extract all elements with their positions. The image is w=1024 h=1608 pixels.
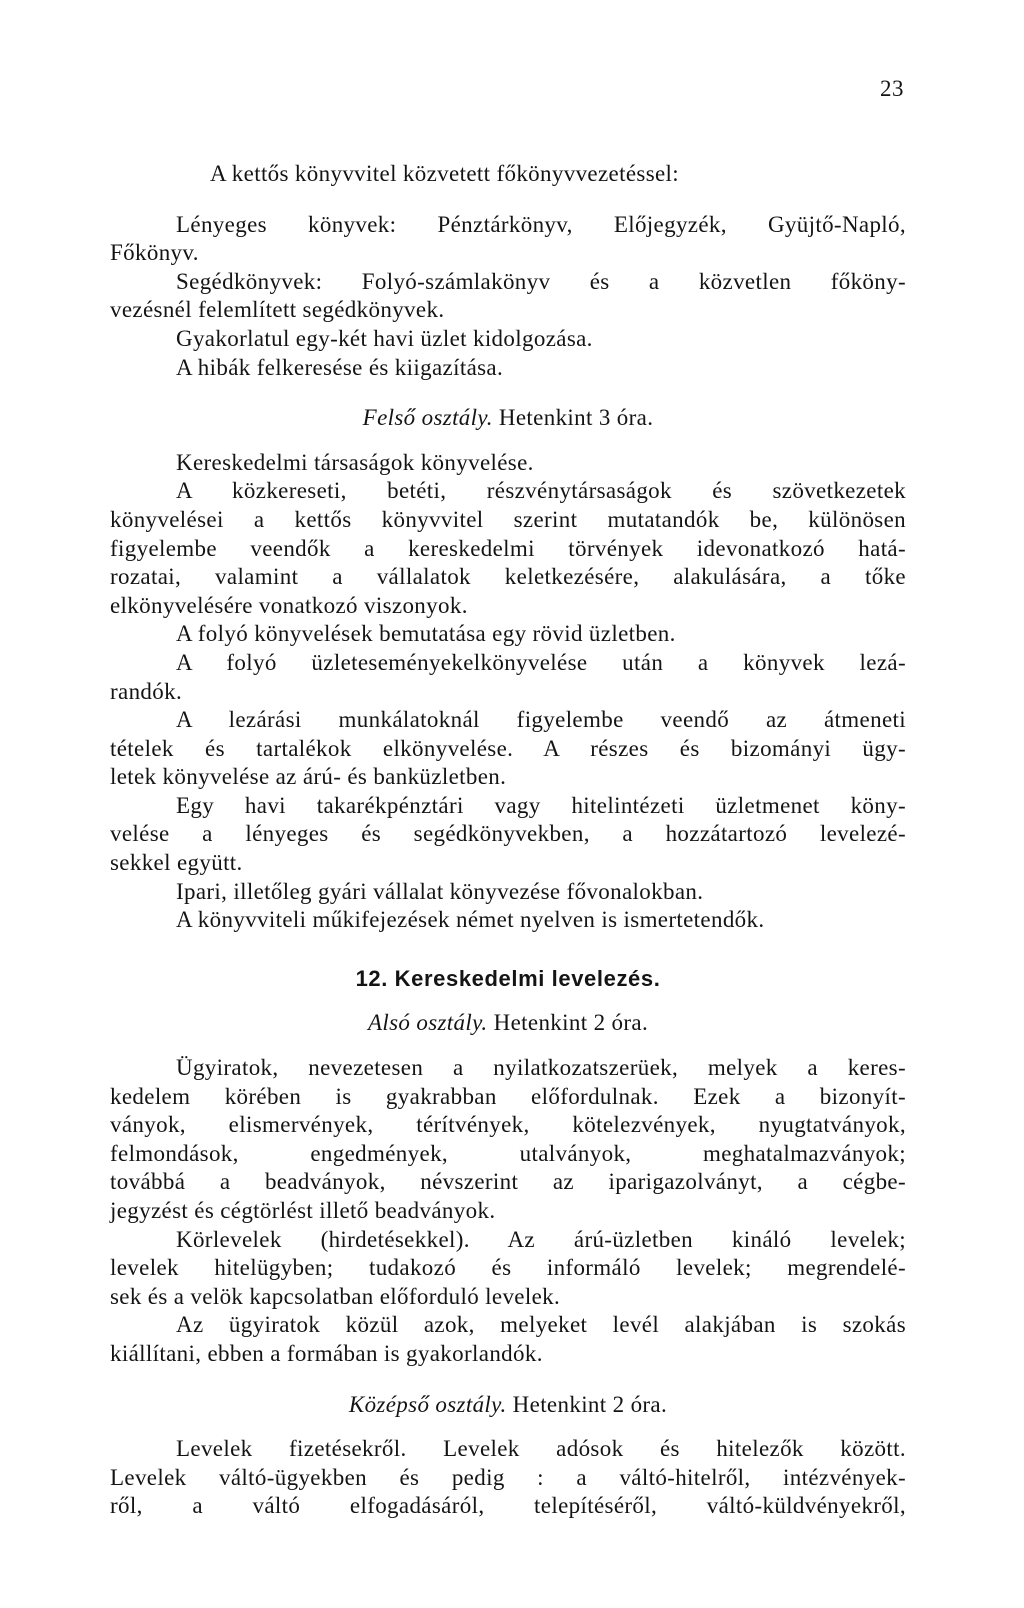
upper-p7-line-1: Ipari, illetőleg gyári vállalat könyvezése fővonalokban. xyxy=(176,878,704,904)
lower-p1-line-4: felmondások, engedmények, utalványok, meghatalmazványok; xyxy=(110,1140,906,1166)
lower-p2-line-2: levelek hitelügyben; tudakozó és informáló levelek; megrendelé- xyxy=(110,1255,906,1281)
lower-p2-line-1: Körlevelek (hirdetésekkel). Az árú-üzletben kináló levelek; xyxy=(176,1226,906,1252)
essential-books-line-2: Főkönyv. xyxy=(110,240,199,266)
upper-p6-line-3: sekkel együtt. xyxy=(110,850,243,876)
essential-books-line-1: Lényeges könyvek: Pénztárkönyv, Előjegyzék, Gyüjtő-Napló, xyxy=(176,211,906,237)
upper-p4-line-1: A folyó üzleteseményekelkönyvelése után a könyvek lezá- xyxy=(176,649,906,675)
practice-line: Gyakorlatul egy-két havi üzlet kidolgozása. xyxy=(176,325,593,351)
lower-p1-line-3: ványok, elismervények, térítvények, kötelezvények, nyugtatványok, xyxy=(110,1112,906,1138)
page-body xyxy=(110,160,906,1521)
aux-books-line-1: Segédkönyvek: Folyó-számlakönyv és a közvetlen főköny- xyxy=(176,268,906,294)
lower-p1-line-6: jegyzést és cégtörlést illető beadványok. xyxy=(110,1198,496,1223)
lower-p3-line-2: kiállítani, ebben a formában is gyakorlandók. xyxy=(110,1340,543,1366)
bookkeeping-heading: A kettős könyvvitel közvetett főkönyvvezetéssel: xyxy=(210,161,680,186)
lower-p1-line-2: kedelem körében is gyakrabban előfordulnak. Ezek a bizonyít- xyxy=(110,1083,906,1109)
middle-p1-line-3: ről, a váltó elfogadásáról, telepítéséről, váltó-küldvényekről, xyxy=(110,1493,906,1519)
upper-p2-line-3: figyelembe veendők a kereskedelmi törvények idevonatkozó hatá- xyxy=(110,535,906,561)
upper-class-heading xyxy=(110,404,906,433)
lower-p3-line-1: Az ügyiratok közül azok, melyeket levél alakjában is szokás xyxy=(176,1312,906,1338)
middle-p1-line-2: Levelek váltó-ügyekben és pedig : a váltó-hitelről, intézvények- xyxy=(110,1464,906,1490)
page-number: 23 xyxy=(880,76,904,101)
upper-class-label: Felső osztály. xyxy=(362,405,493,431)
lower-p1-line-1: Ügyiratok, nevezetesen a nyilatkozatszerüek, melyek a keres- xyxy=(176,1055,906,1081)
upper-p4-line-2: randók. xyxy=(110,678,183,704)
middle-class-heading xyxy=(110,1391,906,1420)
lower-p1-line-5: továbbá a beadványok, névszerint az iparigazolványt, a cégbe- xyxy=(110,1169,906,1195)
upper-p2-line-2: könyvelései a kettős könyvvitel szerint mutatandók be, különösen xyxy=(110,506,906,532)
upper-p5-line-1: A lezárási munkálatoknál figyelembe veendő az átmeneti xyxy=(176,707,906,733)
errors-line: A hibák felkeresése és kiigazítása. xyxy=(176,354,504,380)
upper-p6-line-1: Egy havi takarékpénztári vagy hitelintézeti üzletmenet köny- xyxy=(176,792,906,818)
upper-p3-line-1: A folyó könyvelések bemutatása egy rövid üzletben. xyxy=(176,621,676,647)
lower-class-heading xyxy=(110,1009,906,1038)
lower-p2-line-3: sek és a velök kapcsolatban előforduló levelek. xyxy=(110,1283,561,1309)
upper-p2-line-1: A közkereseti, betéti, részvénytársaságok és szövetkezetek xyxy=(176,478,906,504)
upper-p5-line-2: tételek és tartalékok elkönyvelése. A részes és bizományi ügy- xyxy=(110,735,906,761)
upper-p8-line-1: A könyvviteli műkifejezések német nyelven is ismertetendők. xyxy=(176,907,765,933)
lower-class-label: Alsó osztály. xyxy=(367,1010,488,1036)
upper-p1-line-1: Kereskedelmi társaságok könyvelése. xyxy=(176,449,534,475)
upper-p2-line-5: elkönyvelésére vonatkozó viszonyok. xyxy=(110,592,468,618)
section-12-title: 12. Kereskedelmi levelezés. xyxy=(355,965,661,991)
aux-books-line-2: vezésnél felemlített segédkönyvek. xyxy=(110,297,445,323)
upper-p6-line-2: velése a lényeges és segédkönyvekben, a hozzátartozó levelezé- xyxy=(110,821,906,847)
middle-class-label: Középső osztály. xyxy=(348,1391,507,1417)
upper-class-hours: Hetenkint 3 óra. xyxy=(498,405,654,431)
lower-class-hours: Hetenkint 2 óra. xyxy=(493,1010,649,1036)
upper-p2-line-4: rozatai, valamint a vállalatok keletkezésére, alakulására, a tőke xyxy=(110,564,906,590)
middle-class-hours: Hetenkint 2 óra. xyxy=(512,1391,668,1417)
middle-p1-line-1: Levelek fizetésekről. Levelek adósok és hitelezők között. xyxy=(176,1436,906,1462)
upper-p5-line-3: letek könyvelése az árú- és banküzletben. xyxy=(110,764,507,790)
